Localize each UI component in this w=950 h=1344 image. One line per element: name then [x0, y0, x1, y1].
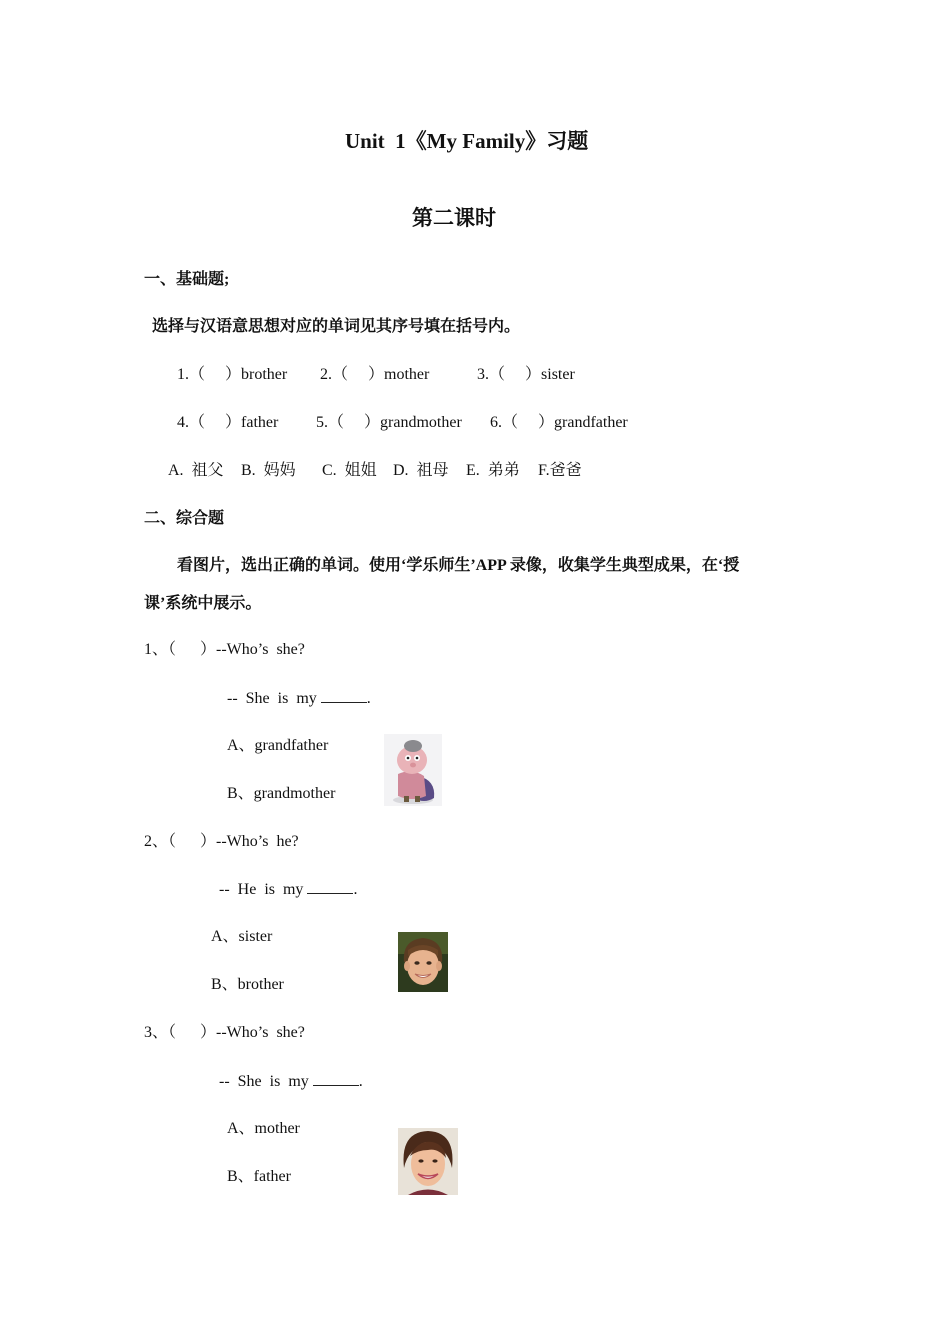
question-text: --Who’s she? [216, 641, 305, 658]
question-1 [144, 640, 305, 660]
question-text: --Who’s he? [216, 833, 299, 850]
question-number: 1、（ ） [144, 641, 217, 658]
answer-line-2: -- He is my . [219, 881, 358, 898]
exercise-item-2 [320, 365, 429, 385]
question-number: 3、（ ） [144, 1024, 217, 1041]
option-b: B. 妈妈 [241, 462, 296, 479]
answer-blank [313, 1071, 359, 1086]
answer-text: -- She is my [219, 1073, 309, 1090]
page-subtitle: 第二课时 [412, 206, 496, 230]
option-a: A. 祖父 [168, 462, 224, 479]
item-word: grandfather [554, 414, 628, 431]
answer-line-3: -- She is my . [219, 1073, 363, 1090]
section2-heading: 二、综合题 [144, 510, 225, 527]
section1-instruction: 选择与汉语意思想对应的单词见其序号填在括号内。 [152, 318, 521, 335]
boy-photo-image [398, 932, 448, 992]
item-word: brother [241, 366, 288, 383]
item-word: grandmother [380, 414, 462, 431]
question-3-option-b: B、father [227, 1168, 291, 1185]
exercise-item-4 [177, 413, 278, 433]
option-d: D. 祖母 [393, 462, 449, 479]
section2-instruction-line1: 看图片，选出正确的单词。使用‘学乐师生’APP 录像，收集学生典型成果，在‘授 [177, 557, 740, 574]
item-word: father [241, 414, 279, 431]
question-number: 2、（ ） [144, 833, 217, 850]
answer-blank [321, 688, 367, 703]
exercise-item-1 [177, 365, 287, 385]
page-title: Unit 1《My Family》习题 [345, 129, 589, 153]
item-word: sister [541, 366, 575, 383]
answer-text: -- She is my [227, 690, 317, 707]
question-2-option-a: A、sister [211, 928, 273, 945]
answer-text: -- He is my [219, 881, 304, 898]
item-number: 6.（ ） [490, 414, 555, 431]
exercise-item-6 [490, 413, 628, 433]
item-number: 2.（ ） [320, 366, 385, 383]
question-3 [144, 1023, 305, 1043]
exercise-item-3 [477, 365, 575, 385]
grandmother-doll-image [384, 734, 442, 806]
question-text: --Who’s she? [216, 1024, 305, 1041]
woman-photo-image [398, 1128, 458, 1195]
section1-heading: 一、基础题; [144, 271, 230, 288]
item-number: 1.（ ） [177, 366, 242, 383]
question-1-option-a: A、grandfather [227, 737, 329, 754]
answer-line-1: -- She is my . [227, 690, 371, 707]
question-3-option-a: A、mother [227, 1120, 300, 1137]
section2-instruction-line2: 课’系统中展示。 [144, 595, 262, 612]
exercise-item-5 [316, 413, 462, 433]
question-2 [144, 832, 299, 852]
question-2-option-b: B、brother [211, 976, 284, 993]
item-number: 4.（ ） [177, 414, 242, 431]
item-number: 5.（ ） [316, 414, 381, 431]
answer-blank [307, 879, 353, 894]
option-e: E. 弟弟 [466, 462, 520, 479]
question-1-option-b: B、grandmother [227, 785, 336, 802]
item-number: 3.（ ） [477, 366, 542, 383]
option-c: C. 姐姐 [322, 462, 377, 479]
option-f: F.爸爸 [538, 462, 582, 479]
item-word: mother [384, 366, 430, 383]
